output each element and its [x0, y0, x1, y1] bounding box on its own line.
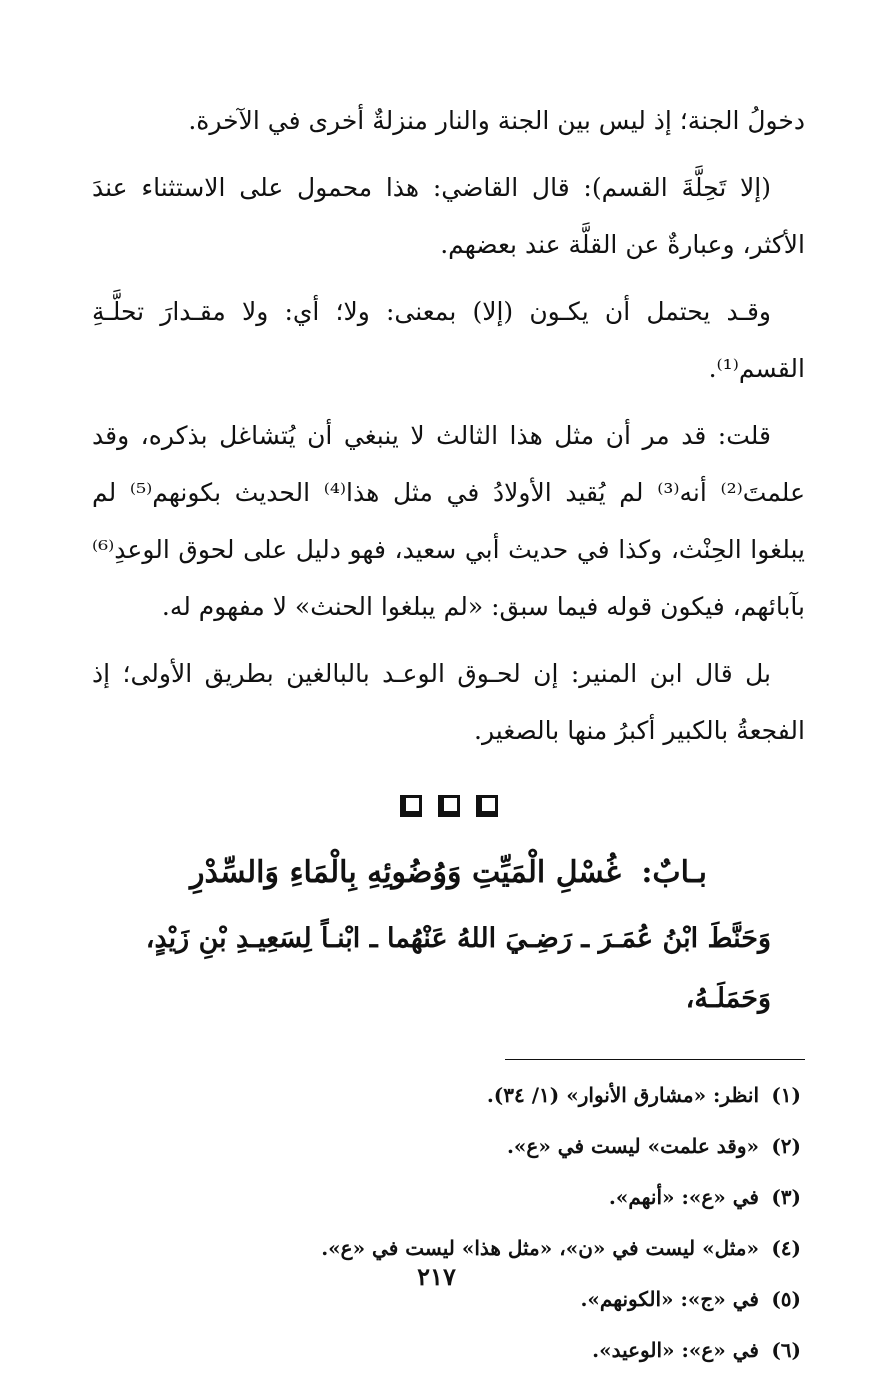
- section-divider: [92, 785, 805, 825]
- chapter-body: وَحَنَّطَ ابْنُ عُمَـرَ ـ رَضِـيَ اللهُ عَنْهُما ـ ابْنـاً لِسَعِيـدِ بْنِ زَيْدٍ، وَحَمَلَـهُ،: [145, 923, 771, 1014]
- paragraph-2: (إلا تَحِلَّةَ القسم): قال القاضي: هذا محمول على الاستثناء عندَ الأكثر، وعبارةٌ عن القلَّة عند بعضهم.: [92, 173, 805, 259]
- paragraph-4: قلت: قد مر أن مثل هذا الثالث لا ينبغي أن يُتشاغل بذكره، وقد علمتَ⁽²⁾ أنه⁽³⁾ لم يُقيد الأولادُ في مثل هذا⁽⁴⁾ الحديث بكونهم⁽⁵⁾ لم يبلغوا الحِنْث، وكذا في حديث أبي سعيد، فهو دليل على لحوق الوعدِ⁽⁶⁾ بآبائهم، فيكون قوله فيما سبق: «لم يبلغوا الحنث» لا مفهوم له.: [92, 421, 805, 621]
- footnote-item: [92, 1325, 805, 1376]
- paragraph-5: بل قال ابن المنير: إن لحـوق الوعـد بالبالغين بطريق الأولى؛ إذ الفجعةُ بالكبير أكبرُ منها بالصغير.: [92, 659, 805, 745]
- footnote-number: (٦): [771, 1338, 801, 1362]
- square-ornament-icon: [438, 795, 460, 817]
- footnote-number: (٣): [771, 1185, 801, 1209]
- square-ornament-icon: [476, 795, 498, 817]
- footnotes-list: [92, 1070, 805, 1376]
- footnote-text: انظر: «مشارق الأنوار» (١/ ٣٤).: [486, 1083, 759, 1107]
- footnote-number: (١): [771, 1083, 801, 1107]
- footnote-number: (٤): [771, 1236, 801, 1260]
- footnote-text: «مثل» ليست في «ن»، «مثل هذا» ليست في «ع».: [321, 1236, 759, 1260]
- footnote-text: «وقد علمت» ليست في «ع».: [506, 1134, 759, 1158]
- footnote-item: [92, 1070, 805, 1121]
- footnote-rule: [505, 1059, 805, 1060]
- paragraph-1: دخولُ الجنة؛ إذ ليس بين الجنة والنار منزلةٌ أخرى في الآخرة.: [188, 106, 805, 135]
- chapter-title: غُسْلِ الْمَيِّتِ وَوُضُوئِهِ بِالْمَاءِ وَالسِّدْرِ: [190, 855, 621, 890]
- footnote-item: [92, 1172, 805, 1223]
- paragraph-3: وقـد يحتمل أن يكـون (إلا) بمعنى: ولا؛ أي: ولا مقـدارَ تحلَّـةِ القسم⁽¹⁾.: [92, 297, 805, 383]
- footnote-text: في «ع»: «أنهم».: [608, 1185, 759, 1209]
- square-ornament-icon: [400, 795, 422, 817]
- footnote-number: (٢): [771, 1134, 801, 1158]
- chapter-label: بـابٌ:: [641, 855, 707, 890]
- footnote-text: في «ج»: «الكونهم».: [580, 1287, 759, 1311]
- page-number: ٢١٧: [417, 1262, 456, 1291]
- footnote-number: (٥): [771, 1287, 801, 1311]
- footnote-text: في «ع»: «الوعيد».: [592, 1338, 759, 1362]
- footnote-item: [92, 1121, 805, 1172]
- chapter-heading: [92, 843, 805, 903]
